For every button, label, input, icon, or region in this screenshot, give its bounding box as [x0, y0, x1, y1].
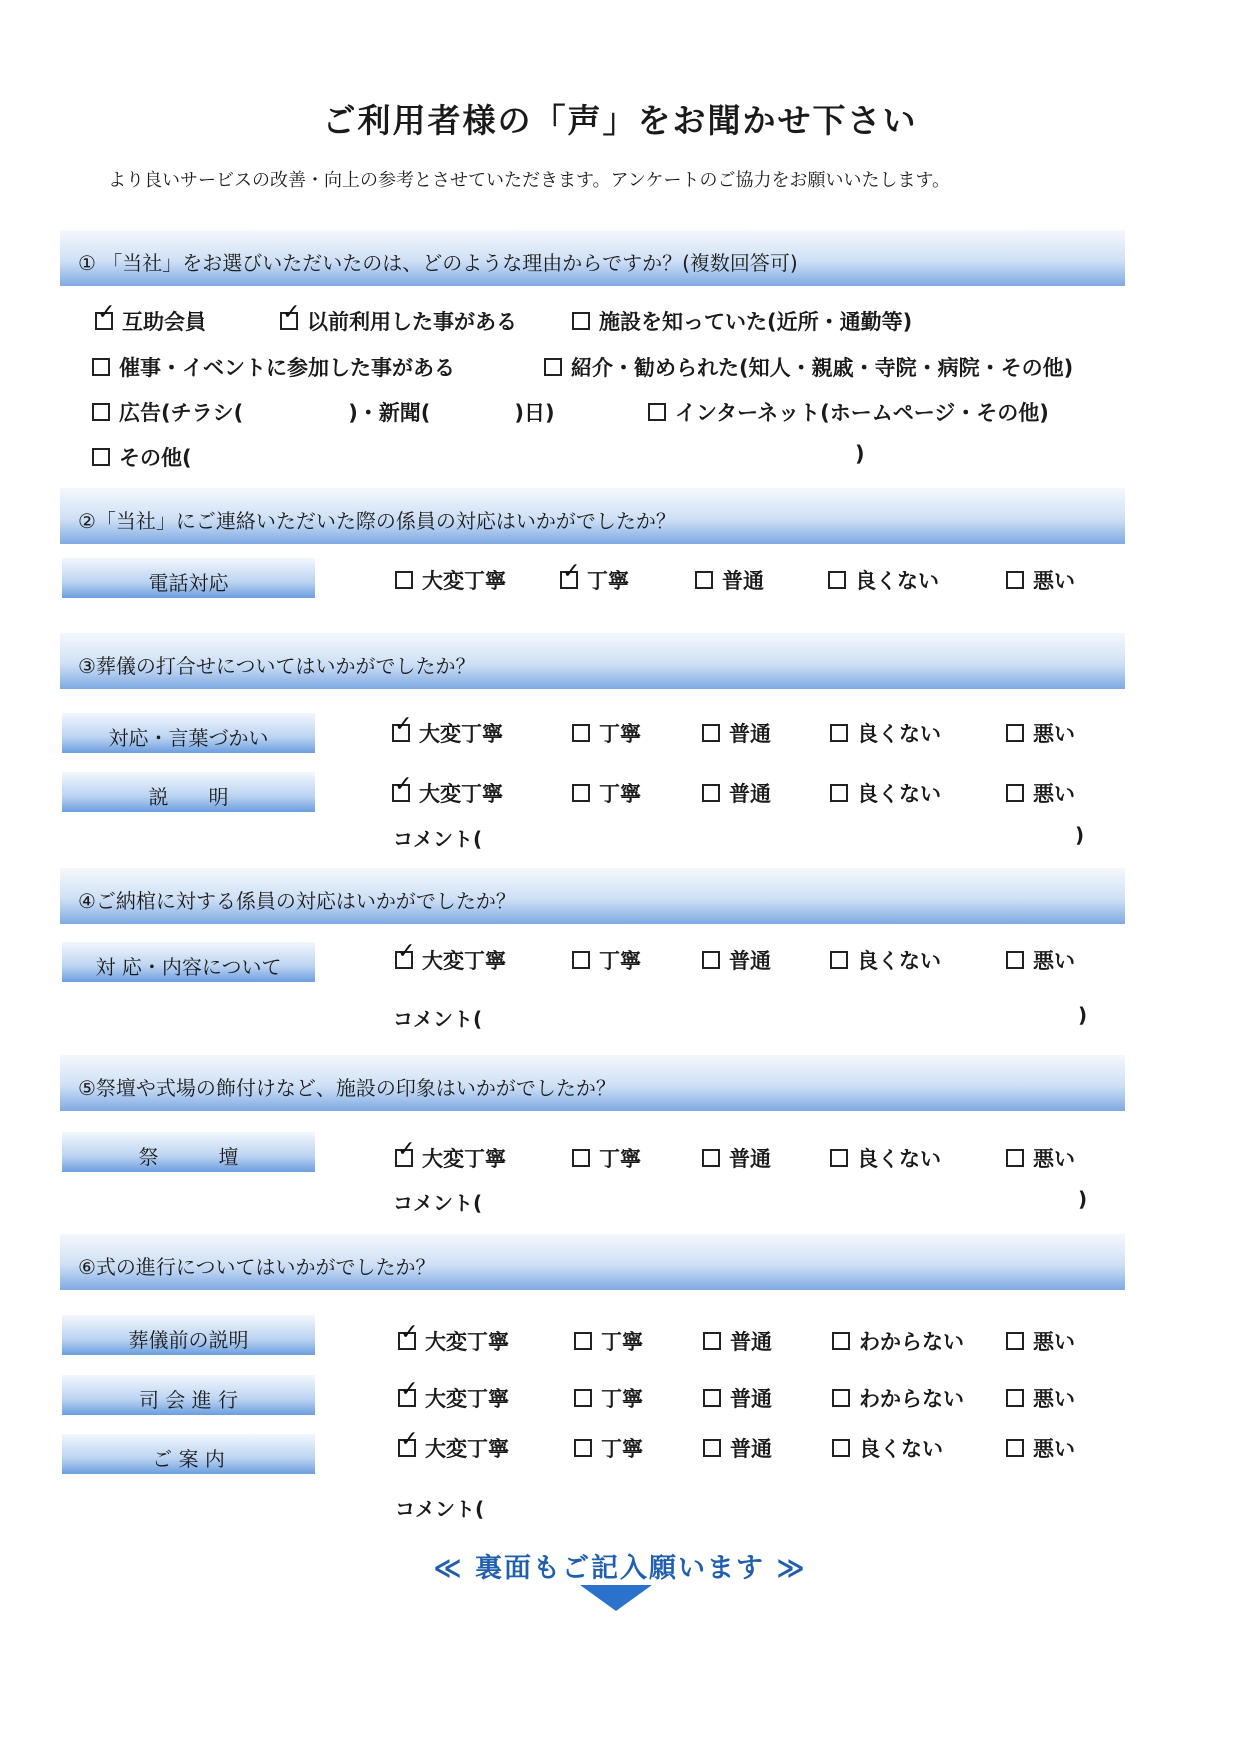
checkbox-icon[interactable]: [574, 1389, 592, 1407]
q6c-rating-2[interactable]: 丁寧: [574, 1433, 643, 1463]
q1-option-internet[interactable]: インターネット(ホームページ・その他): [648, 397, 1049, 427]
q3-comment-close: ): [1075, 823, 1085, 847]
q6b-rating-1[interactable]: ✓ 大変丁寧: [398, 1383, 509, 1413]
q6b-rating-3[interactable]: 普通: [703, 1383, 772, 1413]
checkbox-icon[interactable]: [1006, 951, 1024, 969]
question-4-band: [60, 868, 1125, 924]
checkbox-icon[interactable]: [830, 1149, 848, 1167]
checkbox-icon[interactable]: [395, 1149, 413, 1167]
q4-comment-field[interactable]: [490, 998, 1060, 1028]
checkbox-icon[interactable]: [830, 951, 848, 969]
q6b-rating-4[interactable]: わからない: [832, 1383, 964, 1413]
question-1-band: [60, 230, 1125, 286]
page-title: ご利用者様の「声」をお聞かせ下さい: [322, 101, 918, 140]
checkbox-icon[interactable]: [92, 448, 110, 466]
label-explanation: 説 明: [62, 772, 315, 812]
checkbox-icon[interactable]: [830, 784, 848, 802]
q5-rating-2[interactable]: 丁寧: [572, 1143, 641, 1173]
question-2-band: [60, 488, 1125, 544]
q6c-rating-5[interactable]: 悪い: [1006, 1433, 1075, 1463]
checkbox-icon[interactable]: [574, 1332, 592, 1350]
q3b-rating-2[interactable]: 丁寧: [572, 778, 641, 808]
checkbox-icon[interactable]: [574, 1439, 592, 1457]
checkbox-icon[interactable]: [398, 1332, 416, 1350]
q6a-rating-4[interactable]: わからない: [832, 1326, 964, 1356]
q3a-rating-2[interactable]: 丁寧: [572, 718, 641, 748]
checkbox-icon[interactable]: [92, 403, 110, 421]
checkbox-icon[interactable]: [395, 571, 413, 589]
checkbox-icon[interactable]: [1006, 1389, 1024, 1407]
label-content: 対 応・内容について: [62, 942, 315, 982]
q5-comment-field[interactable]: [490, 1182, 1060, 1212]
q4-rating-3[interactable]: 普通: [702, 945, 771, 975]
q5-rating-5[interactable]: 悪い: [1006, 1143, 1075, 1173]
checkbox-icon[interactable]: [280, 312, 298, 330]
checkbox-icon[interactable]: [572, 724, 590, 742]
question-2-text: ②「当社」にご連絡いただいた際の係員の対応はいかがでしたか？: [78, 509, 676, 533]
q6c-rating-4[interactable]: 良くない: [832, 1433, 943, 1463]
q5-comment-close: ): [1078, 1187, 1088, 1211]
q4-comment-label: コメント(: [393, 1007, 483, 1031]
question-5-text: ⑤祭壇や式場の飾付けなど、施設の印象はいかがでしたか？: [78, 1076, 616, 1100]
q3-comment-field[interactable]: [490, 818, 1060, 848]
q6b-rating-2[interactable]: 丁寧: [574, 1383, 643, 1413]
q3b-rating-5[interactable]: 悪い: [1006, 778, 1075, 808]
checkbox-icon[interactable]: [1006, 784, 1024, 802]
q1-option-advertisement[interactable]: 広告(チラシ( )・新聞( )日): [92, 397, 555, 427]
label-manner-speech: 対応・言葉づかい: [62, 713, 315, 753]
checkbox-icon[interactable]: [398, 1439, 416, 1457]
label-pre-funeral-explanation: 葬儀前の説明: [62, 1315, 315, 1355]
q3b-rating-4[interactable]: 良くない: [830, 778, 941, 808]
q1-option-used-before[interactable]: ✓ 以前利用した事がある: [280, 306, 517, 336]
q4-comment-close: ): [1078, 1003, 1088, 1027]
checkbox-icon[interactable]: [398, 1389, 416, 1407]
continue-on-back-notice: ≪ 裏面もご記入願います ≫: [433, 1553, 807, 1584]
q4-rating-1[interactable]: ✓ 大変丁寧: [395, 945, 506, 975]
q2-rating-4[interactable]: 良くない: [828, 565, 939, 595]
q1-option-knew-facility[interactable]: 施設を知っていた(近所・通勤等): [572, 306, 912, 336]
question-5-band: [60, 1055, 1125, 1111]
checkbox-icon[interactable]: [544, 358, 562, 376]
q6a-rating-2[interactable]: 丁寧: [574, 1326, 643, 1356]
checkbox-icon[interactable]: [1006, 1332, 1024, 1350]
q6b-rating-5[interactable]: 悪い: [1006, 1383, 1075, 1413]
checkbox-icon[interactable]: [832, 1389, 850, 1407]
q5-rating-4[interactable]: 良くない: [830, 1143, 941, 1173]
question-3-band: [60, 633, 1125, 689]
q3a-rating-1[interactable]: ✓ 大変丁寧: [392, 718, 503, 748]
checkbox-icon[interactable]: [572, 784, 590, 802]
checkbox-icon[interactable]: [702, 784, 720, 802]
q3a-rating-3[interactable]: 普通: [702, 718, 771, 748]
checkbox-icon[interactable]: [1006, 1149, 1024, 1167]
q3a-rating-5[interactable]: 悪い: [1006, 718, 1075, 748]
q2-rating-3[interactable]: 普通: [695, 565, 764, 595]
checkbox-icon[interactable]: [832, 1332, 850, 1350]
q6a-rating-1[interactable]: ✓ 大変丁寧: [398, 1326, 509, 1356]
down-arrow-icon: [580, 1585, 652, 1611]
checkbox-icon[interactable]: [572, 951, 590, 969]
q6c-rating-1[interactable]: ✓ 大変丁寧: [398, 1433, 509, 1463]
q6a-rating-5[interactable]: 悪い: [1006, 1326, 1075, 1356]
checkbox-icon[interactable]: [92, 358, 110, 376]
checkbox-icon[interactable]: [572, 312, 590, 330]
checkbox-icon[interactable]: [832, 1439, 850, 1457]
checkbox-icon[interactable]: [560, 571, 578, 589]
q1-option-event[interactable]: 催事・イベントに参加した事がある: [92, 352, 455, 382]
q5-rating-3[interactable]: 普通: [702, 1143, 771, 1173]
q3b-rating-3[interactable]: 普通: [702, 778, 771, 808]
q6c-rating-3[interactable]: 普通: [703, 1433, 772, 1463]
label-altar: 祭 壇: [62, 1132, 315, 1172]
checkbox-icon[interactable]: [702, 951, 720, 969]
checkbox-icon[interactable]: [703, 1389, 721, 1407]
q2-rating-1[interactable]: 大変丁寧: [395, 565, 506, 595]
checkbox-icon[interactable]: [695, 571, 713, 589]
question-6-band: [60, 1234, 1125, 1290]
checkbox-icon[interactable]: [1006, 1439, 1024, 1457]
label-guidance: ご 案 内: [62, 1434, 315, 1474]
intro-text: より良いサービスの改善・向上の参考とさせていただきます。アンケートのご協力をお願いいたします。: [108, 170, 951, 191]
q4-rating-5[interactable]: 悪い: [1006, 945, 1075, 975]
checkbox-icon[interactable]: [392, 724, 410, 742]
q1-option-mutual-aid[interactable]: ✓互助会員: [95, 306, 206, 336]
label-mc-progress: 司 会 進 行: [62, 1375, 315, 1415]
q4-rating-2[interactable]: 丁寧: [572, 945, 641, 975]
question-4-text: ④ご納棺に対する係員の対応はいかがでしたか？: [78, 889, 516, 913]
q2-rating-2[interactable]: ✓ 丁寧: [560, 565, 629, 595]
checkbox-icon[interactable]: [828, 571, 846, 589]
checkbox-icon[interactable]: [703, 1332, 721, 1350]
q3a-rating-4[interactable]: 良くない: [830, 718, 941, 748]
q1-other-close: ): [855, 442, 865, 466]
checkbox-icon[interactable]: [830, 724, 848, 742]
q3-comment-label: コメント(: [393, 827, 483, 851]
question-6-text: ⑥式の進行についてはいかがでしたか？: [78, 1255, 436, 1279]
label-phone-response: 電話対応: [62, 558, 315, 598]
checkbox-icon[interactable]: [702, 1149, 720, 1167]
q1-option-other[interactable]: その他(: [92, 442, 192, 472]
q6-comment-field[interactable]: [492, 1488, 1062, 1518]
checkbox-icon[interactable]: [702, 724, 720, 742]
q5-rating-1[interactable]: ✓ 大変丁寧: [395, 1143, 506, 1173]
question-1-text: ① 「当社」をお選びいただいたのは、どのような理由からですか？(複数回答可): [78, 251, 798, 275]
q4-rating-4[interactable]: 良くない: [830, 945, 941, 975]
checkbox-icon[interactable]: [703, 1439, 721, 1457]
q5-comment-label: コメント(: [393, 1191, 483, 1215]
q6a-rating-3[interactable]: 普通: [703, 1326, 772, 1356]
checkbox-icon[interactable]: [648, 403, 666, 421]
q1-option-referral[interactable]: 紹介・勧められた(知人・親戚・寺院・病院・その他): [544, 352, 1073, 382]
q6-comment-label: コメント(: [395, 1497, 485, 1521]
checkbox-icon[interactable]: [572, 1149, 590, 1167]
checkbox-icon[interactable]: [392, 784, 410, 802]
checkbox-icon[interactable]: [95, 312, 113, 330]
checkbox-icon[interactable]: [1006, 724, 1024, 742]
checkbox-icon[interactable]: [395, 951, 413, 969]
question-3-text: ③葬儀の打合せについてはいかがでしたか？: [78, 654, 476, 678]
q2-rating-5[interactable]: 悪い: [1006, 565, 1075, 595]
q3b-rating-1[interactable]: ✓ 大変丁寧: [392, 778, 503, 808]
checkbox-icon[interactable]: [1006, 571, 1024, 589]
